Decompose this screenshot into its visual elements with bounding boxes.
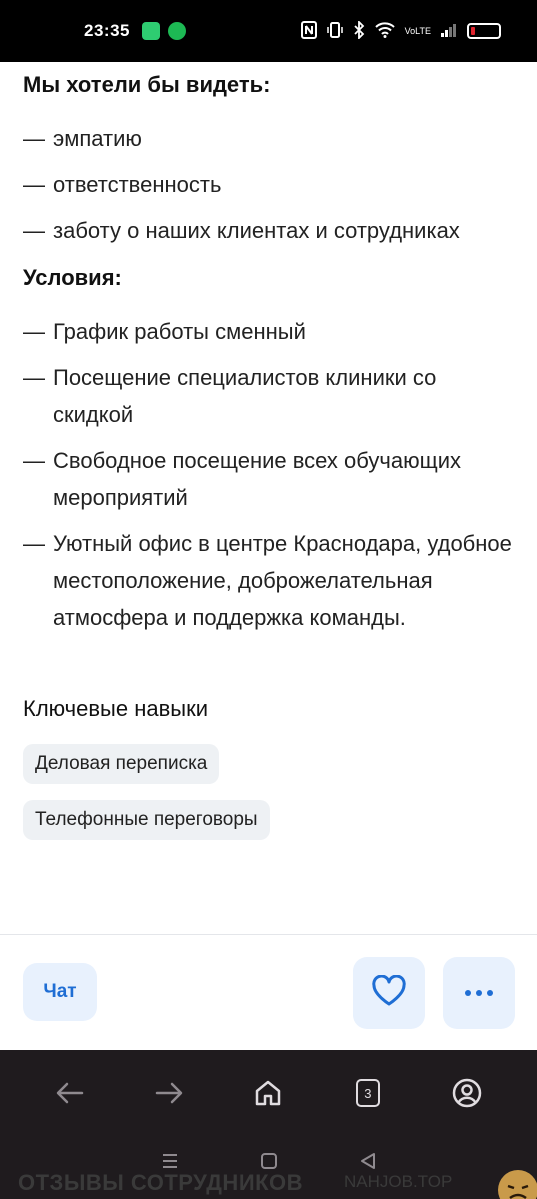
list-item: — Свободное посещение всех обучающих мероприятий xyxy=(23,442,513,516)
list-item: — эмпатию xyxy=(23,120,513,157)
system-navigation-bar xyxy=(0,1136,537,1199)
volte-label: VoLTE xyxy=(404,25,431,36)
status-bar xyxy=(0,0,537,62)
system-home-button[interactable] xyxy=(260,1152,278,1175)
skills-list xyxy=(23,722,513,784)
list-item: — ответственность xyxy=(23,166,513,203)
arrow-right-icon xyxy=(155,1082,183,1104)
status-indicators xyxy=(301,21,501,42)
skills-row xyxy=(23,784,513,840)
requirements-title: Мы хотели бы видеть: xyxy=(23,72,271,97)
battery-saver-app-icon xyxy=(142,22,160,40)
vacancy-description xyxy=(23,62,513,934)
list-item: — Посещение специалистов клиники со скидкой xyxy=(23,359,513,433)
list-item: — заботу о наших клиентах и сотрудниках xyxy=(23,212,513,249)
background-peek-domain: NAHJOB.TOP xyxy=(344,1172,453,1191)
skills-title: Ключевые навыки xyxy=(23,696,209,721)
skill-chip: Телефонные переговоры xyxy=(23,800,270,840)
skill-chip: Деловая переписка xyxy=(23,744,219,784)
conditions-list xyxy=(23,313,513,636)
chat-button[interactable]: Чат xyxy=(23,963,97,1021)
recent-apps-button[interactable] xyxy=(161,1152,179,1175)
requirements-list xyxy=(23,120,513,249)
nfc-icon xyxy=(301,21,317,42)
triangle-back-icon xyxy=(359,1152,377,1170)
status-time: 23:35 xyxy=(84,21,130,40)
browser-navigation-bar xyxy=(0,1050,537,1136)
spotify-app-icon xyxy=(168,22,186,40)
sticker-face-icon xyxy=(496,1168,537,1199)
vacancy-action-bar xyxy=(0,934,537,1050)
signal-icon xyxy=(441,23,457,40)
home-button[interactable] xyxy=(248,1073,288,1113)
tab-count: 3 xyxy=(356,1079,380,1107)
home-icon xyxy=(254,1079,282,1107)
more-button[interactable] xyxy=(443,957,515,1029)
profile-button[interactable] xyxy=(447,1073,487,1113)
list-item: — Уютный офис в центре Краснодара, удобное местоположение, доброжелательная атмосфера и поддержка команды. xyxy=(23,525,513,636)
square-icon xyxy=(260,1152,278,1170)
back-button[interactable] xyxy=(50,1073,90,1113)
account-icon xyxy=(451,1077,483,1109)
forward-button[interactable] xyxy=(149,1073,189,1113)
menu-icon xyxy=(161,1152,179,1170)
bluetooth-icon xyxy=(353,21,365,42)
tabs-button[interactable] xyxy=(348,1073,388,1113)
background-peek-text: ОТЗЫВЫ СОТРУДНИКОВ xyxy=(18,1170,304,1195)
system-back-button[interactable] xyxy=(359,1152,377,1175)
conditions-title: Условия: xyxy=(23,265,122,290)
more-dots-icon xyxy=(464,984,494,1002)
wifi-icon xyxy=(375,22,395,41)
arrow-left-icon xyxy=(56,1082,84,1104)
system-buttons xyxy=(0,1152,537,1175)
vibrate-icon xyxy=(327,21,343,42)
heart-icon xyxy=(371,975,407,1012)
favorite-button[interactable] xyxy=(353,957,425,1029)
battery-icon xyxy=(467,23,501,39)
list-item: — График работы сменный xyxy=(23,313,513,350)
